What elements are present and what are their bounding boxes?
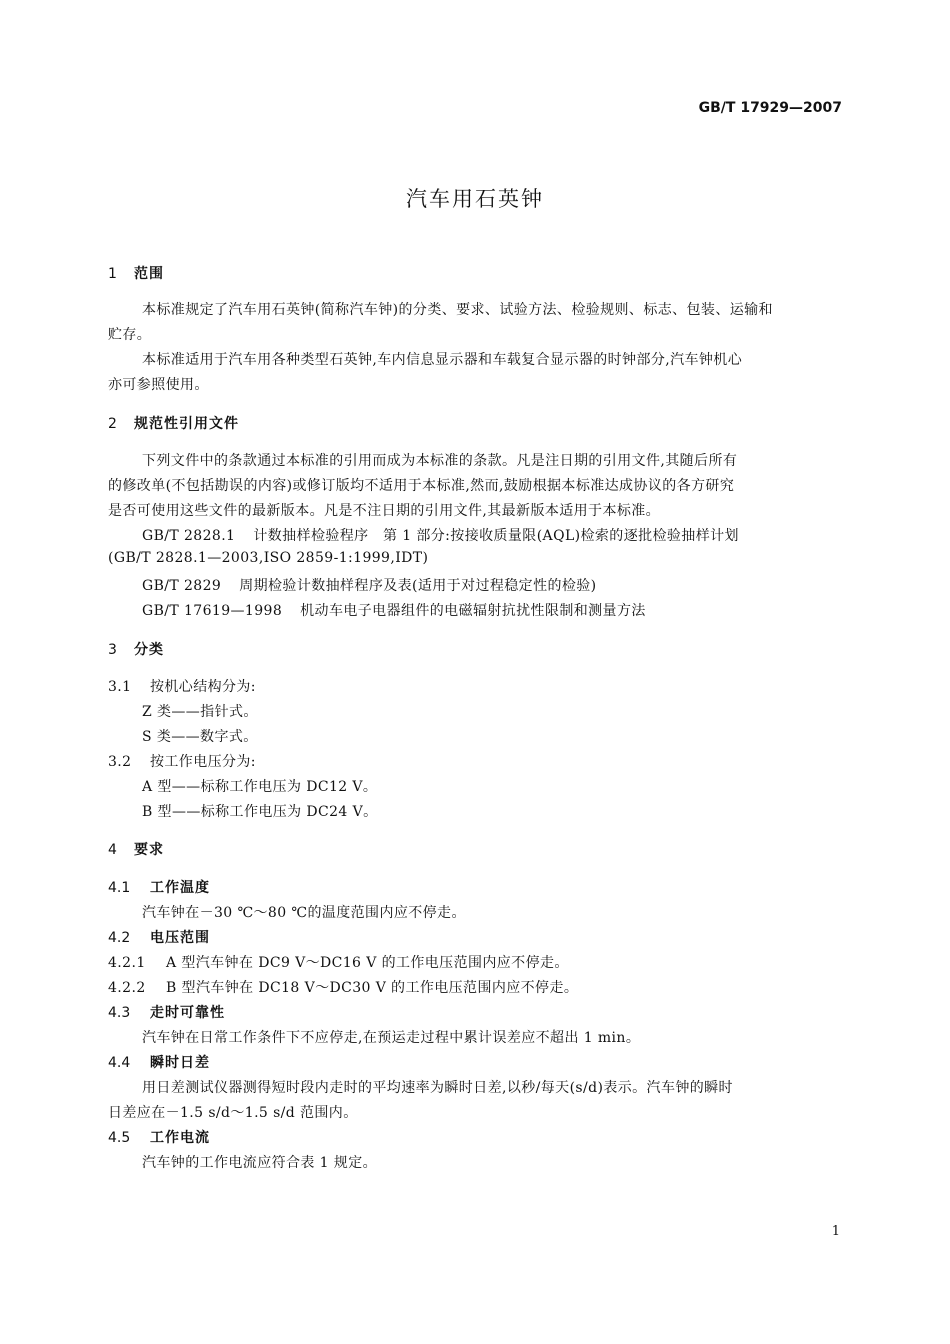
paragraph-line: 用日差测试仪器测得短时段内走时的平均速率为瞬时日差,以秒/每天(s/d)表示。汽车钟的瞬时 — [142, 1080, 733, 1096]
clause-text: 按工作电压分为: — [150, 754, 256, 770]
clause-number: 4.3 — [108, 1005, 131, 1021]
clause-4-5-heading — [108, 1127, 210, 1147]
reference-code: GB/T 2828.1 — [142, 528, 236, 544]
list-item: Z 类——指针式。 — [142, 704, 258, 720]
section-number: 3 — [108, 642, 117, 658]
clause-4-2-1 — [108, 952, 569, 972]
paragraph-line: 汽车钟在－30 ℃～80 ℃的温度范围内应不停走。 — [142, 905, 466, 921]
clause-number: 4.4 — [108, 1055, 131, 1071]
clause-title: 工作温度 — [150, 880, 210, 896]
section-title: 规范性引用文件 — [134, 416, 239, 432]
section-4-heading — [108, 839, 164, 859]
paragraph-line: 汽车钟在日常工作条件下不应停走,在预运走过程中累计误差应不超出 1 min。 — [142, 1030, 641, 1046]
clause-3-2 — [108, 751, 256, 771]
reference-item — [142, 600, 646, 620]
section-title: 分类 — [134, 642, 164, 658]
reference-title: 周期检验计数抽样程序及表(适用于对过程稳定性的检验) — [239, 578, 597, 594]
clause-4-2-heading — [108, 927, 210, 947]
paragraph-line: 日差应在－1.5 s/d～1.5 s/d 范围内。 — [108, 1105, 358, 1121]
reference-title: 计数抽样检验程序 第 1 部分:按接收质量限(AQL)检索的逐批检验抽样计划 — [253, 528, 739, 544]
reference-code: GB/T 2829 — [142, 578, 222, 594]
section-1-heading — [108, 263, 164, 283]
reference-title: 机动车电子电器组件的电磁辐射抗扰性限制和测量方法 — [300, 603, 646, 619]
clause-title: 瞬时日差 — [150, 1055, 210, 1071]
list-item: A 型——标称工作电压为 DC12 V。 — [142, 779, 378, 795]
clause-text: B 型汽车钟在 DC18 V～DC30 V 的工作电压范围内应不停走。 — [166, 980, 579, 996]
clause-title: 走时可靠性 — [150, 1005, 225, 1021]
paragraph-line: 下列文件中的条款通过本标准的引用而成为本标准的条款。凡是注日期的引用文件,其随后所有 — [142, 453, 738, 469]
section-number: 4 — [108, 842, 117, 858]
reference-code: GB/T 17619—1998 — [142, 603, 283, 619]
clause-4-1-heading — [108, 877, 210, 897]
clause-number: 3.2 — [108, 754, 132, 770]
clause-text: 按机心结构分为: — [150, 679, 256, 695]
paragraph-line: 亦可参照使用。 — [108, 377, 209, 393]
standard-code: GB/T 17929—2007 — [698, 100, 842, 116]
clause-number: 4.2 — [108, 930, 131, 946]
page-number: 1 — [831, 1224, 840, 1239]
section-number: 1 — [108, 266, 117, 282]
paragraph-line: 的修改单(不包括勘误的内容)或修订版均不适用于本标准,然而,鼓励根据本标准达成协议的各方研究 — [108, 478, 735, 494]
list-item: S 类——数字式。 — [142, 729, 258, 745]
clause-4-4-heading — [108, 1052, 210, 1072]
clause-number: 4.5 — [108, 1130, 131, 1146]
section-2-heading — [108, 413, 239, 433]
paragraph-line: 本标准适用于汽车用各种类型石英钟,车内信息显示器和车载复合显示器的时钟部分,汽车钟机心 — [142, 352, 743, 368]
reference-item — [142, 525, 739, 545]
clause-number: 3.1 — [108, 679, 132, 695]
paragraph-line: 是否可使用这些文件的最新版本。凡是不注日期的引用文件,其最新版本适用于本标准。 — [108, 503, 661, 519]
clause-title: 电压范围 — [150, 930, 210, 946]
paragraph-line: 本标准规定了汽车用石英钟(简称汽车钟)的分类、要求、试验方法、检验规则、标志、包装、运输和 — [142, 302, 773, 318]
paragraph-line: 贮存。 — [108, 327, 152, 343]
clause-3-1 — [108, 676, 256, 696]
clause-number: 4.2.1 — [108, 955, 146, 971]
section-number: 2 — [108, 416, 117, 432]
list-item: B 型——标称工作电压为 DC24 V。 — [142, 804, 378, 820]
section-3-heading — [108, 639, 164, 659]
reference-item — [142, 575, 597, 595]
clause-text: A 型汽车钟在 DC9 V～DC16 V 的工作电压范围内应不停走。 — [166, 955, 569, 971]
section-title: 要求 — [134, 842, 164, 858]
clause-4-3-heading — [108, 1002, 225, 1022]
clause-number: 4.2.2 — [108, 980, 146, 996]
clause-4-2-2 — [108, 977, 578, 997]
reference-continuation: (GB/T 2828.1—2003,ISO 2859-1:1999,IDT) — [108, 550, 429, 566]
document-title: 汽车用石英钟 — [406, 187, 544, 211]
paragraph-line: 汽车钟的工作电流应符合表 1 规定。 — [142, 1155, 378, 1171]
clause-title: 工作电流 — [150, 1130, 210, 1146]
clause-number: 4.1 — [108, 880, 131, 896]
section-title: 范围 — [134, 266, 164, 282]
